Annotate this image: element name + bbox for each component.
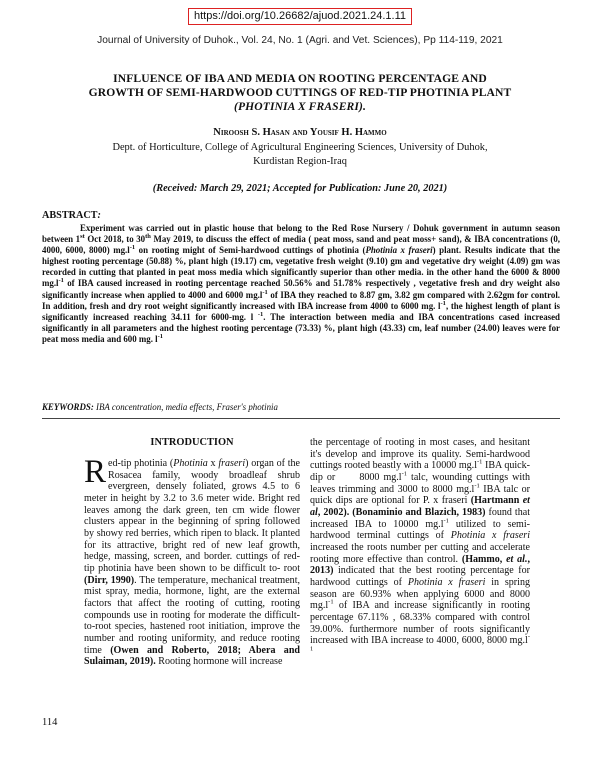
right-column: the percentage of rooting in most cases, and hesitant it's develop and improve its quality. Semi-hardwood cuttings rooted beastly with a 10000 $mg.l^{-1}$ IBA quick-dip or 8000 $mg.l^{-1}$ talc, wounding cuttings with leaves trimming and 3000 to 8000 $mg.l^{-1}$ IBA talc or quick dips are optional for P. x fraseri (Hartmann et al, 2002). (Bonaminio and Blazich, 1983) found that increased IBA to 10000 $mg.l^{-1}$ utilized to semi-hardwood terminal cuttings of Photinia x fraseri increased the roots number per cutting and accelerate rooting more effective than control. (Hammo, et al., 2013) indicated that the best rooting percentage for hardwood cuttings of Photinia x fraseri in spring season are 60.93% when applying 6000 and 8000 $mg.l^{-1}$ of IBA and increase significantly in rooting percentage 67.11% , 68.33% compared with control 39.00%. furthermore number of roots significantly increased with IBA increase to 4000, 6000, 8000 $mg.l^{-1}$ <box>310 437 530 653</box>
abstract-body: Experiment was carried out in plastic house that belong to the Red Rose Nursery / Dohuk government in autumn season between 1st Oct 2018, to 30th May 2019, to discuss the effect of media ( peat moss, sand and peat moss+ sand), & IBA concentrations (0, 4000, 6000, 8000) $mg.l^{-1}$ on rooting might of Semi-hardwood cuttings of photinia (Photinia x fraseri) plant. Results indicate that the highest rooting percentage (50.88) %, plant high (19.17) cm, vegetative fresh weight (9.10) gm and vegetative dry weight (4.09) gm was recorded in cutting that planted in peat moss media which significantly superior than other media. in the other hand the 6000 & 8000 $mg.l^{-1}$ of IBA caused increased in rooting percentage reached 50.56% and 51.78% respectively , vegetative fresh and dry weight also significantly increase when applied to 4000 and 6000 $mg.l^{-1}$ of IBA they reached to 8.87 gm, 3.82 gm compared with 2.62gm for control. In addition, fresh and dry root weight significantly increased with IBA increase from 4000 to 6000 mg. $l^{-1}$, the highest length of plant is significantly increased reaching 34.11 for 6000-mg. l $^{-1}$. The interaction between media and IBA concentrations cased increased significantly in all parameters and the highest rooting percentage (73.33) %, plant high (43.33) cm, leaf number (24.00) leaves were for peat moss media and 600 mg. $l^{-1}$ <box>42 223 560 344</box>
introduction-heading: INTRODUCTION <box>150 437 234 448</box>
left-column <box>84 437 301 668</box>
journal-header: Journal of University of Duhok., Vol. 24, No. 1 (Agri. and Vet. Sciences), Pp 114-119, 2021 <box>97 35 503 46</box>
title-line-1: INFLUENCE OF IBA AND MEDIA ON ROOTING PERCENTAGE AND <box>113 72 487 85</box>
drop-cap: R <box>84 454 107 490</box>
section-divider <box>42 418 560 419</box>
title-line-3: (PHOTINIA X FRASERI). <box>234 100 366 113</box>
keywords: KEYWORDS: IBA concentration, media effects, Fraser's photinia <box>42 402 278 412</box>
affiliation <box>60 141 540 168</box>
received-dates: (Received: March 29, 2021; Accepted for Publication: June 20, 2021) <box>152 183 448 194</box>
authors: Niroosh S. Hasan and Yousif H. Hammo <box>213 127 387 138</box>
affiliation-line-1: Dept. of Horticulture, College of Agricultural Engineering Sciences, University of Duhok, <box>112 142 488 153</box>
doi-link[interactable]: https://doi.org/10.26682/ajuod.2021.24.1.11 <box>188 8 412 25</box>
affiliation-line-2: Kurdistan Region-Iraq <box>253 155 347 167</box>
abstract-heading: ABSTRACT: <box>42 210 101 221</box>
title-line-2: GROWTH OF SEMI-HARDWOOD CUTTINGS OF RED-TIP PHOTINIA PLANT <box>88 86 512 99</box>
paper-title <box>40 72 560 114</box>
page-number: 114 <box>42 717 58 728</box>
introduction-paragraph: Red-tip photinia (Photinia x fraseri) organ of the Rosacea family, woody broadleaf shrub evergreen, densely foliated, grows 4.5 to 6 meter in height by 3.2 to 3.6 meter wide. Bright red leaves among the dark green, ten cm wide flower clusters appear in the beginning of spring followed by showy red berries, which ripen to black. It planted for its attractive, bright red of new leaf growth, hedge, massing, screen, and border. cuttings of red-tip photinia have been shown to be difficult to- root (Dirr, 1990). The temperature, mechanical treatment, mist spray, media, hormone, light, are the external factors that affect the rooting of cutting, rooting compounds use in rooting for moderate the difficult-to-root species, hastened root initiation, improve the number and rooting uniformity, and reduce rooting time (Owen and Roberto, 2018; Abera and Sulaiman, 2019). Rooting hormone will increase <box>84 454 301 668</box>
